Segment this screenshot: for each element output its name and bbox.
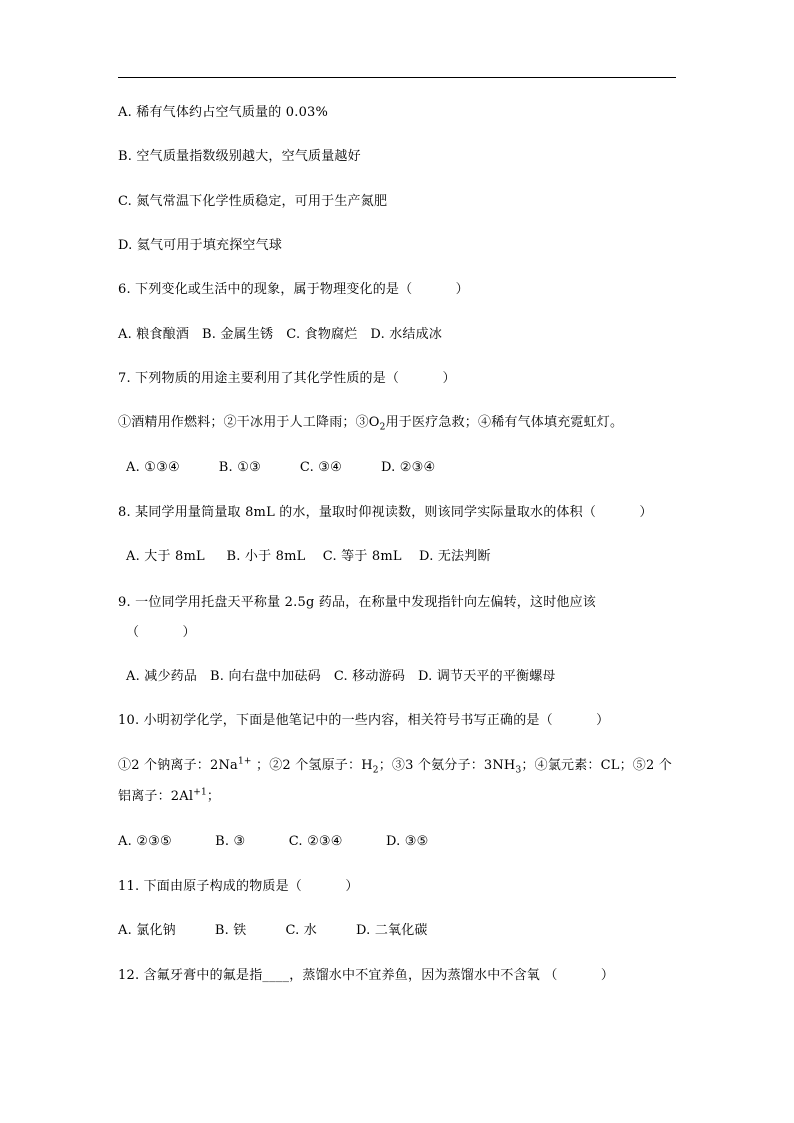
question-8: 8. 某同学用量筒量取 8mL 的水，量取时仰视读数，则该同学实际量取水的体积（ ） — [118, 505, 653, 520]
question-9: 9. 一位同学用托盘天平称量 2.5g 药品，在称量中发现指针向左偏转，这时他应该 — [118, 595, 596, 610]
question-10-items-line2: 铝离子：$2Al^{+1}$； — [118, 787, 221, 804]
question-11-options: A. 氯化钠 B. 铁 C. 水 D. 二氧化碳 — [118, 923, 428, 938]
question-10: 10. 小明初学化学，下面是他笔记中的一些内容，相关符号书写正确的是（ ） — [118, 713, 610, 728]
question-8-options: A. 大于 8mL B. 小于 8mL C. 等于 8mL D. 无法判断 — [126, 549, 491, 564]
header-rule — [118, 77, 676, 78]
question-6-options: A. 粮食酿酒 B. 金属生锈 C. 食物腐烂 D. 水结成冰 — [118, 327, 443, 342]
question-7-options: A. ①③④ B. ①③ C. ③④ D. ②③④ — [126, 460, 436, 475]
option-c: C. 氮气常温下化学性质稳定，可用于生产氮肥 — [118, 194, 388, 209]
question-7-items: ①酒精用作燃料；②干冰用于人工降雨；$③O_2$用于医疗急救；④稀有气体填充霓虹灯。 — [118, 415, 624, 433]
question-12: 12. 含氟牙膏中的氟是指____，蒸馏水中不宜养鱼，因为蒸馏水中不含氧 （ ） — [118, 968, 615, 983]
question-9-bracket: （ ） — [126, 625, 196, 640]
question-7: 7. 下列物质的用途主要利用了其化学性质的是（ ） — [118, 371, 456, 386]
question-6: 6. 下列变化或生活中的现象，属于物理变化的是（ ） — [118, 282, 469, 297]
question-10-options: A. ②③⑤ B. ③ C. ②③④ D. ③⑤ — [118, 834, 429, 849]
question-9-options: A. 减少药品 B. 向右盘中加砝码 C. 移动游码 D. 调节天平的平衡螺母 — [126, 669, 556, 684]
option-d: D. 氦气可用于填充探空气球 — [118, 238, 283, 253]
question-10-items-line1: ①2 个钠离子：$2Na^{1+}$ ；②2 个氢原子：$H_2$；③3 个氨分子：$3NH_3$；④氯元素：CL；⑤2 个 — [118, 756, 673, 776]
option-a: A. 稀有气体约占空气质量的 0.03% — [118, 105, 329, 120]
option-b: B. 空气质量指数级别越大，空气质量越好 — [118, 149, 361, 164]
question-11: 11. 下面由原子构成的物质是（ ） — [118, 879, 359, 894]
